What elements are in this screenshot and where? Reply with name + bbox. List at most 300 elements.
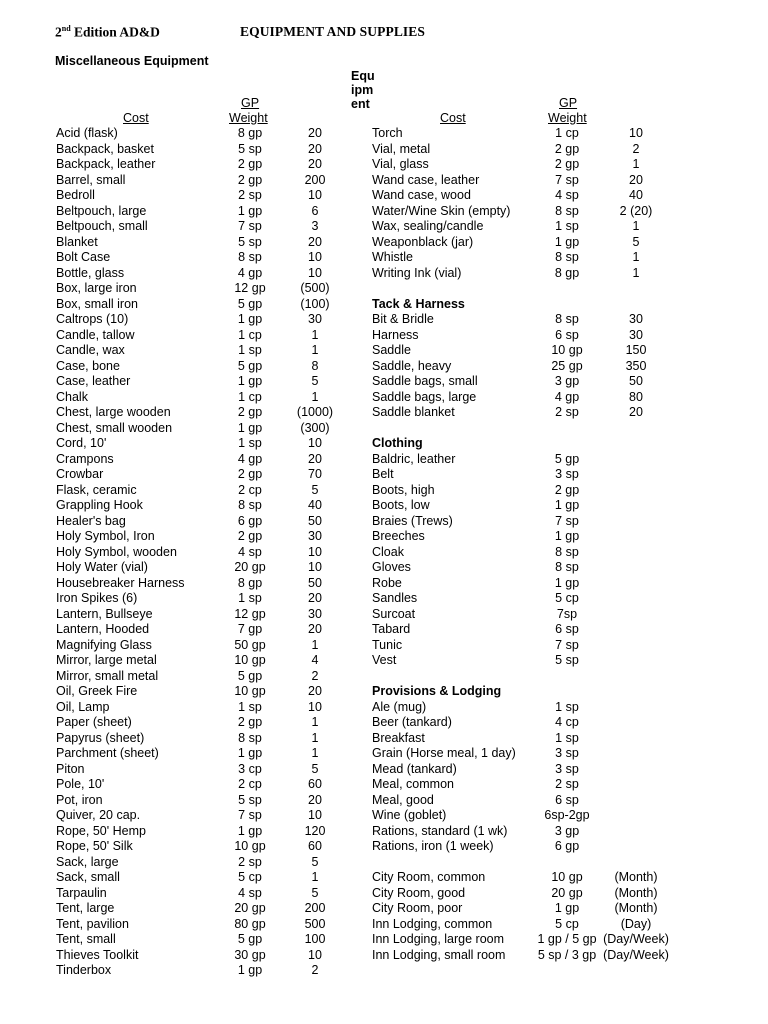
item-name: Lantern, Hooded <box>56 622 150 636</box>
list-item <box>0 328 768 344</box>
item-cost: 1 sp <box>238 343 262 357</box>
item-name: Flask, ceramic <box>56 482 137 497</box>
item-name: Mirror, small metal <box>56 668 159 683</box>
item-cost: 5 gp <box>237 358 263 373</box>
item-name: Candle, wax <box>56 343 125 357</box>
item-name: Tent, pavilion <box>56 916 129 931</box>
item-name: Crowbar <box>56 467 104 481</box>
list-item <box>0 343 768 359</box>
item-cost: 8 sp <box>555 544 579 559</box>
item-cost: 8 sp <box>238 498 262 512</box>
item-weight: 20 <box>629 172 643 187</box>
list-item <box>0 390 768 406</box>
item-cost: 5 cp <box>555 916 579 931</box>
item-name: Papyrus (sheet) <box>56 730 145 745</box>
item-weight: (Day/Week) <box>603 932 669 946</box>
edition-text: Edition AD&D <box>70 24 160 40</box>
item-cost: 4 sp <box>238 544 262 559</box>
item-weight: 1 <box>311 730 319 745</box>
item-name: Water/Wine Skin (empty) <box>372 203 511 218</box>
item-cost: 6 gp <box>237 513 263 528</box>
subsection-heading <box>0 684 768 700</box>
item-cost: 7 gp <box>237 622 263 636</box>
subsection-title: Provisions & Lodging <box>372 684 502 698</box>
right-equipment-list <box>0 126 768 963</box>
item-weight: 10 <box>308 699 322 714</box>
item-cost: 1 gp <box>237 203 263 218</box>
item-name: Boots, high <box>372 482 435 497</box>
item-name: Breakfast <box>372 730 425 745</box>
list-item <box>0 188 768 204</box>
item-weight: 10 <box>308 947 322 962</box>
item-cost: 2 gp <box>554 141 580 156</box>
item-cost: 6 sp <box>555 327 579 342</box>
item-cost: 10 gp <box>234 839 266 853</box>
item-cost: 1 sp <box>555 730 579 745</box>
item-weight: 20 <box>629 405 643 419</box>
equipment-vertical-header: Equipment <box>351 69 375 111</box>
item-name: Belt <box>372 467 394 481</box>
item-cost: 8 sp <box>238 250 262 264</box>
item-cost: 3 cp <box>238 761 262 776</box>
spacer-row <box>0 669 768 685</box>
edition-label <box>55 24 160 41</box>
item-name: Iron Spikes (6) <box>56 591 138 605</box>
item-cost: 2 gp <box>554 157 580 171</box>
item-name: Healer's bag <box>56 513 126 528</box>
item-cost: 7 sp <box>555 637 579 652</box>
item-cost: 5 sp <box>555 653 579 667</box>
item-name: Sack, small <box>56 870 120 884</box>
item-name: Mead (tankard) <box>372 761 457 776</box>
list-item <box>0 498 768 514</box>
item-cost: 1 gp <box>237 312 263 326</box>
list-item <box>0 173 768 189</box>
item-cost: 7 sp <box>555 172 579 187</box>
item-name: Thieves Toolkit <box>56 947 139 962</box>
item-name: Saddle <box>372 343 411 357</box>
item-name: Box, small iron <box>56 296 138 311</box>
item-weight: (100) <box>300 296 330 311</box>
item-cost: 10 gp <box>234 684 266 698</box>
list-item <box>0 700 768 716</box>
subsection-title: Clothing <box>372 436 423 450</box>
item-name: Mirror, large metal <box>56 653 157 667</box>
item-weight: 20 <box>308 591 322 605</box>
item-weight: (Day) <box>620 916 652 931</box>
edition-suffix: nd <box>61 24 71 33</box>
item-name: Quiver, 20 cap. <box>56 808 141 822</box>
item-cost: 1 gp <box>554 234 580 249</box>
item-name: Holy Symbol, Iron <box>56 529 155 543</box>
item-name: Barrel, small <box>56 172 126 187</box>
item-weight: 80 <box>629 389 643 404</box>
list-item <box>0 266 768 282</box>
item-name: Inn Lodging, common <box>372 916 493 931</box>
item-weight: 3 <box>311 219 319 233</box>
item-name: Grappling Hook <box>56 498 143 512</box>
item-name: City Room, poor <box>372 901 463 915</box>
item-weight: (Month) <box>614 901 658 915</box>
item-weight: 30 <box>308 312 322 326</box>
item-cost: 1 gp <box>554 575 580 590</box>
item-name: Inn Lodging, large room <box>372 932 505 946</box>
item-cost: 7sp <box>556 606 578 621</box>
list-item <box>0 235 768 251</box>
item-weight: 60 <box>308 777 322 791</box>
item-name: Oil, Greek Fire <box>56 684 138 698</box>
item-name: City Room, common <box>372 870 486 884</box>
item-weight: (Day/Week) <box>603 947 669 962</box>
item-cost: 8 gp <box>237 126 263 140</box>
item-cost: 5 sp / 3 gp <box>537 947 597 962</box>
item-name: Pot, iron <box>56 792 103 807</box>
spacer-row <box>0 421 768 437</box>
item-weight: 5 <box>311 854 319 869</box>
item-weight: 1 <box>632 265 640 280</box>
list-item <box>0 948 768 964</box>
item-cost: 10 gp <box>551 870 583 884</box>
item-weight: 1 <box>311 343 319 357</box>
item-name: Rations, standard (1 wk) <box>372 823 508 838</box>
item-weight: (Month) <box>614 870 658 884</box>
item-name: Ale (mug) <box>372 699 427 714</box>
item-cost: 20 gp <box>234 560 266 574</box>
item-weight: 50 <box>308 513 322 528</box>
item-cost: 1 sp <box>238 436 262 450</box>
list-item <box>0 793 768 809</box>
list-item <box>0 824 768 840</box>
item-cost: 20 gp <box>234 901 266 915</box>
item-name: Candle, tallow <box>56 327 135 342</box>
item-cost: 8 sp <box>555 312 579 326</box>
list-item <box>0 622 768 638</box>
list-item <box>0 808 768 824</box>
item-weight: (300) <box>300 420 330 435</box>
item-name: Chest, large wooden <box>56 405 171 419</box>
subsection-title: Tack & Harness <box>372 296 465 311</box>
item-name: Weaponblack (jar) <box>372 234 474 249</box>
item-weight: 100 <box>304 932 326 946</box>
item-cost: 2 gp <box>237 467 263 481</box>
item-cost: 5 cp <box>238 870 262 884</box>
list-item <box>0 607 768 623</box>
item-name: Sandles <box>372 591 418 605</box>
item-weight: 1 <box>632 250 640 264</box>
item-cost: 1 gp <box>554 498 580 512</box>
list-item <box>0 638 768 654</box>
item-name: Wine (goblet) <box>372 808 447 822</box>
item-name: Torch <box>372 126 403 140</box>
item-cost: 80 gp <box>234 916 266 931</box>
item-cost: 8 gp <box>554 265 580 280</box>
item-cost: 8 sp <box>555 560 579 574</box>
item-cost: 12 gp <box>234 606 266 621</box>
item-weight: 20 <box>308 792 322 807</box>
right-gp-header: GP <box>559 96 578 110</box>
item-cost: 6sp-2gp <box>544 808 590 822</box>
list-item <box>0 731 768 747</box>
item-weight: 1 <box>311 715 319 729</box>
list-item <box>0 452 768 468</box>
item-name: Beltpouch, large <box>56 203 147 218</box>
list-item <box>0 219 768 235</box>
item-weight: 1 <box>311 327 319 342</box>
list-item <box>0 514 768 530</box>
item-cost: 1 gp <box>237 374 263 388</box>
left-weight-header: Weight <box>229 111 268 125</box>
item-name: Meal, good <box>372 792 434 807</box>
list-item <box>0 483 768 499</box>
item-name: Chalk <box>56 389 88 404</box>
list-item <box>0 250 768 266</box>
subsection-heading <box>0 436 768 452</box>
item-weight: 10 <box>308 188 322 202</box>
item-name: Saddle blanket <box>372 405 455 419</box>
item-weight: 20 <box>308 622 322 636</box>
item-name: Whistle <box>372 250 413 264</box>
item-cost: 1 gp <box>237 746 263 760</box>
list-item <box>0 715 768 731</box>
item-name: Writing Ink (vial) <box>372 265 462 280</box>
spacer-row <box>0 855 768 871</box>
item-cost: 1 cp <box>238 389 262 404</box>
item-name: Saddle bags, large <box>372 389 477 404</box>
list-item <box>0 963 370 979</box>
right-cost-header: Cost <box>440 111 466 125</box>
item-name: Surcoat <box>372 606 416 621</box>
item-cost: 2 sp <box>238 188 262 202</box>
item-weight: 2 <box>311 963 319 977</box>
item-name: Robe <box>372 575 402 590</box>
item-cost: 1 gp <box>554 529 580 543</box>
item-cost: 5 gp <box>554 451 580 466</box>
item-cost: 12 gp <box>234 281 266 295</box>
spacer-row <box>0 281 768 297</box>
item-weight: 10 <box>308 544 322 559</box>
item-cost: 8 sp <box>555 250 579 264</box>
item-name: Wand case, leather <box>372 172 480 187</box>
item-cost: 3 sp <box>555 467 579 481</box>
item-weight: 10 <box>308 265 322 280</box>
item-name: Breeches <box>372 529 425 543</box>
item-weight: 200 <box>304 901 326 915</box>
list-item <box>0 142 768 158</box>
item-cost: 5 gp <box>237 932 263 946</box>
item-cost: 8 gp <box>237 575 263 590</box>
item-name: Housebreaker Harness <box>56 575 185 590</box>
list-item <box>0 901 768 917</box>
item-cost: 20 gp <box>551 885 583 900</box>
item-cost: 4 sp <box>555 188 579 202</box>
item-name: Saddle, heavy <box>372 358 452 373</box>
item-name: Chest, small wooden <box>56 420 173 435</box>
list-item <box>0 312 768 328</box>
item-weight: 10 <box>308 436 322 450</box>
item-name: City Room, good <box>372 885 466 900</box>
list-item <box>0 359 768 375</box>
item-weight: 50 <box>308 575 322 590</box>
item-cost: 4 cp <box>555 715 579 729</box>
item-weight: 30 <box>308 606 322 621</box>
item-name: Rations, iron (1 week) <box>372 839 494 853</box>
item-cost: 6 sp <box>555 622 579 636</box>
item-cost: 1 gp <box>554 901 580 915</box>
item-name: Wand case, wood <box>372 188 471 202</box>
item-name: Vial, metal <box>372 141 431 156</box>
item-weight: 5 <box>311 482 319 497</box>
list-item <box>0 560 768 576</box>
subsection-heading <box>0 297 768 313</box>
item-name: Wax, sealing/candle <box>372 219 484 233</box>
item-name: Holy Water (vial) <box>56 560 148 574</box>
item-cost: 7 sp <box>238 808 262 822</box>
item-weight: 5 <box>632 234 640 249</box>
item-name: Bolt Case <box>56 250 111 264</box>
item-weight: 1 <box>632 157 640 171</box>
item-cost: 3 sp <box>555 746 579 760</box>
item-name: Acid (flask) <box>56 126 118 140</box>
item-name: Bottle, glass <box>56 265 125 280</box>
list-item <box>0 762 768 778</box>
item-cost: 2 gp <box>237 157 263 171</box>
item-name: Tent, large <box>56 901 115 915</box>
item-cost: 2 sp <box>555 777 579 791</box>
item-name: Boots, low <box>372 498 430 512</box>
item-name: Cord, 10' <box>56 436 107 450</box>
item-cost: 7 sp <box>555 513 579 528</box>
item-weight: 1 <box>311 870 319 884</box>
item-cost: 4 gp <box>237 265 263 280</box>
item-weight: 2 (20) <box>619 203 653 218</box>
list-item <box>0 157 768 173</box>
left-gp-header: GP <box>241 96 260 110</box>
list-item <box>0 204 768 220</box>
item-cost: 8 sp <box>555 203 579 218</box>
item-weight: 5 <box>311 374 319 388</box>
item-weight: 1 <box>311 389 319 404</box>
item-name: Tabard <box>372 622 411 636</box>
item-weight: (1000) <box>296 405 334 419</box>
item-cost: 2 gp <box>237 715 263 729</box>
item-weight: 1 <box>311 746 319 760</box>
item-cost: 1 gp <box>237 963 263 977</box>
item-weight: 30 <box>629 327 643 342</box>
item-weight: 2 <box>311 668 319 683</box>
item-weight: 120 <box>304 823 326 838</box>
item-cost: 4 gp <box>237 451 263 466</box>
item-cost: 7 sp <box>238 219 262 233</box>
list-item <box>0 467 768 483</box>
item-cost: 10 gp <box>551 343 583 357</box>
item-weight: 10 <box>629 126 643 140</box>
item-cost: 8 sp <box>238 730 262 745</box>
item-name: Backpack, basket <box>56 141 154 156</box>
item-name: Cloak <box>372 544 404 559</box>
item-weight: 60 <box>308 839 322 853</box>
item-name: Case, bone <box>56 358 120 373</box>
item-cost: 1 gp / 5 gp <box>537 932 597 946</box>
left-cost-header: Cost <box>123 111 149 125</box>
item-name: Inn Lodging, small room <box>372 947 506 962</box>
item-cost: 5 cp <box>555 591 579 605</box>
item-weight: 30 <box>308 529 322 543</box>
item-name: Beltpouch, small <box>56 219 148 233</box>
item-name: Tunic <box>372 637 403 652</box>
item-weight: 150 <box>625 343 647 357</box>
item-cost: 25 gp <box>551 358 583 373</box>
item-cost: 1 gp <box>237 823 263 838</box>
item-cost: 2 gp <box>554 482 580 497</box>
item-weight: (500) <box>300 281 330 295</box>
item-name: Blanket <box>56 234 98 249</box>
item-name: Grain (Horse meal, 1 day) <box>372 746 516 760</box>
item-weight: 40 <box>308 498 322 512</box>
item-cost: 3 sp <box>555 761 579 776</box>
item-name: Harness <box>372 327 419 342</box>
item-weight: 6 <box>311 203 319 218</box>
list-item <box>0 529 768 545</box>
item-weight: 4 <box>311 653 319 667</box>
list-item <box>0 126 768 142</box>
item-cost: 30 gp <box>234 947 266 962</box>
item-name: Bedroll <box>56 188 95 202</box>
item-weight: 30 <box>629 312 643 326</box>
item-weight: 20 <box>308 684 322 698</box>
item-name: Lantern, Bullseye <box>56 606 153 621</box>
item-cost: 4 gp <box>554 389 580 404</box>
item-name: Oil, Lamp <box>56 699 110 714</box>
item-cost: 10 gp <box>234 653 266 667</box>
item-name: Vial, glass <box>372 157 429 171</box>
list-item <box>0 886 768 902</box>
item-weight: 500 <box>304 916 326 931</box>
item-weight: 5 <box>311 885 319 900</box>
list-item <box>0 777 768 793</box>
item-cost: 2 sp <box>555 405 579 419</box>
item-cost: 1 sp <box>238 591 262 605</box>
item-cost: 2 gp <box>237 405 263 419</box>
item-name: Backpack, leather <box>56 157 156 171</box>
list-item <box>0 576 768 592</box>
item-name: Beer (tankard) <box>372 715 452 729</box>
item-cost: 2 cp <box>238 777 262 791</box>
item-name: Parchment (sheet) <box>56 746 159 760</box>
item-cost: 2 gp <box>237 529 263 543</box>
item-weight: 20 <box>308 234 322 249</box>
item-name: Vest <box>372 653 397 667</box>
item-name: Crampons <box>56 451 114 466</box>
page-title: EQUIPMENT AND SUPPLIES <box>240 24 425 39</box>
item-weight: 10 <box>308 250 322 264</box>
item-name: Tinderbox <box>56 963 112 977</box>
item-weight: 10 <box>308 560 322 574</box>
item-cost: 5 gp <box>237 668 263 683</box>
item-cost: 1 cp <box>555 126 579 140</box>
list-item <box>0 746 768 762</box>
item-weight: 5 <box>311 761 319 776</box>
item-weight: 20 <box>308 157 322 171</box>
list-item <box>0 591 768 607</box>
item-cost: 5 sp <box>238 141 262 156</box>
item-cost: 4 sp <box>238 885 262 900</box>
item-name: Saddle bags, small <box>372 374 478 388</box>
item-name: Tent, small <box>56 932 116 946</box>
item-cost: 1 sp <box>555 699 579 714</box>
item-cost: 1 sp <box>555 219 579 233</box>
item-weight: 20 <box>308 141 322 156</box>
item-cost: 1 cp <box>238 327 262 342</box>
